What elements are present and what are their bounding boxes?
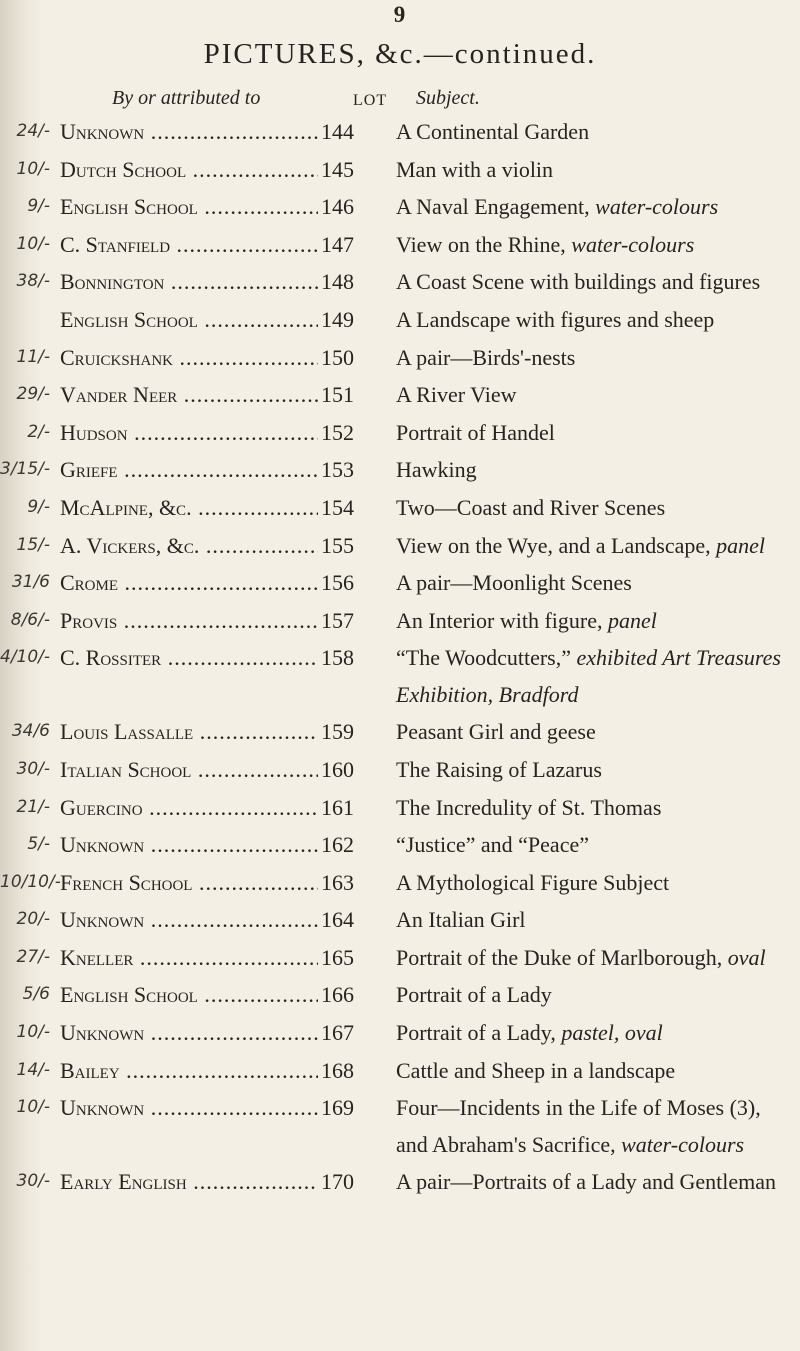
catalogue-row	[0, 151, 800, 189]
subject-title: Two—Coast and River Scenes	[396, 494, 666, 520]
artist-name: English School .....	[60, 188, 328, 225]
subject-title: “Justice” and “Peace”	[396, 832, 589, 858]
catalogue-row	[0, 901, 800, 939]
subject-text	[378, 976, 800, 1013]
lot-number: 155	[318, 527, 378, 564]
subject-text	[378, 864, 800, 901]
lot-column-header: LOT	[353, 92, 388, 109]
subject-text	[378, 451, 800, 488]
subject-medium: panel	[716, 532, 765, 558]
handwritten-price: 38/-	[16, 271, 50, 292]
catalogue-row	[0, 113, 800, 151]
catalogue-row	[0, 1163, 800, 1201]
catalogue-row	[0, 1052, 800, 1090]
subject-medium: pastel, oval	[561, 1020, 663, 1046]
artist-name: A. Vickers, &c. .....	[60, 527, 328, 564]
lot-number: 156	[318, 564, 378, 601]
lot-number: 160	[318, 751, 378, 788]
page-number: 9	[393, 2, 407, 27]
lot-number: 168	[318, 1052, 378, 1089]
handwritten-price: 3/15/-	[0, 459, 51, 480]
artist-name: C. Rossiter .....	[60, 639, 328, 676]
artist-name: Unknown .....	[60, 113, 328, 150]
lot-number: 150	[318, 339, 378, 376]
lot-number: 153	[318, 451, 378, 488]
subject-title: A Mythological Figure Subject	[396, 869, 670, 895]
subject-text	[378, 414, 800, 451]
catalogue-row	[0, 713, 800, 751]
lot-number: 162	[318, 826, 378, 863]
artist-name: Unknown .....	[60, 1089, 328, 1126]
subject-text	[378, 226, 800, 263]
lot-number: 151	[318, 376, 378, 413]
subject-title: An Italian Girl	[396, 907, 526, 933]
subject-text	[378, 639, 800, 713]
handwritten-price: 5/-	[27, 834, 50, 855]
handwritten-price: 10/-	[16, 158, 50, 179]
subject-text	[378, 339, 800, 376]
subject-text	[378, 789, 800, 826]
subject-title: A pair—Portraits of a Lady and Gentleman	[396, 1169, 777, 1195]
artist-name: McAlpine, &c. .....	[60, 489, 328, 526]
lot-number: 159	[318, 713, 378, 750]
subject-title: View on the Rhine,	[396, 231, 566, 257]
lot-number: 169	[318, 1089, 378, 1126]
catalogue-row	[0, 263, 800, 301]
lot-number: 164	[318, 901, 378, 938]
subject-title: Portrait of the Duke of Marlborough,	[396, 944, 723, 970]
subject-title: A Naval Engagement,	[396, 194, 590, 220]
artist-name: French School .....	[60, 864, 328, 901]
catalogue-row	[0, 864, 800, 902]
catalogue-row	[0, 339, 800, 377]
lot-number: 152	[318, 414, 378, 451]
handwritten-price: 30/-	[16, 1171, 50, 1192]
catalogue-row	[0, 527, 800, 565]
subject-text	[378, 901, 800, 938]
subject-text	[378, 602, 800, 639]
artist-name: Crome .....	[60, 564, 328, 601]
catalogue-row	[0, 301, 800, 339]
catalogue-row	[0, 789, 800, 827]
artist-name: Unknown .....	[60, 1014, 328, 1051]
subject-title: View on the Wye, and a Landscape,	[396, 532, 711, 558]
lot-number: 170	[318, 1163, 378, 1200]
subject-text	[378, 1014, 800, 1051]
handwritten-price: 8/6/-	[10, 609, 50, 630]
handwritten-price: 27/-	[16, 946, 50, 967]
subject-title: A pair—Moonlight Scenes	[396, 570, 632, 596]
lot-number: 154	[318, 489, 378, 526]
handwritten-price: 10/-	[16, 233, 50, 254]
lot-number: 157	[318, 602, 378, 639]
artist-name: English School .....	[60, 301, 328, 338]
subject-title: The Incredulity of St. Thomas	[396, 794, 662, 820]
artist-name: Bailey .....	[60, 1052, 328, 1089]
catalogue-row	[0, 826, 800, 864]
subject-text	[378, 113, 800, 150]
artist-name: Vander Neer .....	[60, 376, 328, 413]
subject-text	[378, 527, 800, 564]
artist-name: Italian School .....	[60, 751, 328, 788]
subject-medium: exhibited Art Treasures Exhibition, Bradford	[396, 645, 781, 708]
catalogue-row	[0, 376, 800, 414]
handwritten-price: 10/-	[16, 1022, 50, 1043]
subject-title: Portrait of a Lady,	[396, 1020, 556, 1046]
catalogue-row	[0, 602, 800, 640]
subject-text	[378, 713, 800, 750]
handwritten-price: 30/-	[16, 758, 50, 779]
subject-title: Portrait of a Lady	[396, 982, 552, 1008]
artist-name: Hudson .....	[60, 414, 328, 451]
subject-title: A Landscape with figures and sheep	[396, 306, 715, 332]
subject-title: Cattle and Sheep in a landscape	[396, 1057, 676, 1083]
subject-text	[378, 939, 800, 976]
handwritten-price: 10/-	[16, 1097, 50, 1118]
subject-title: A River View	[396, 382, 517, 408]
catalogue-row	[0, 976, 800, 1014]
lot-number: 146	[318, 188, 378, 225]
artist-name: Unknown .....	[60, 826, 328, 863]
artist-name: Unknown .....	[60, 901, 328, 938]
catalogue-row	[0, 1014, 800, 1052]
lot-number: 158	[318, 639, 378, 676]
handwritten-price: 34/6	[11, 721, 50, 742]
catalogue-row	[0, 226, 800, 264]
handwritten-price: 9/-	[27, 196, 50, 217]
subject-title: Four—Incidents in the Life of Moses (3), and Abraham's Sacrifice,	[396, 1095, 761, 1158]
artist-name: C. Stanfield .....	[60, 226, 328, 263]
subject-title: “The Woodcutters,”	[396, 645, 571, 671]
subject-title: A Coast Scene with buildings and figures	[396, 269, 761, 295]
catalogue-row	[0, 451, 800, 489]
handwritten-price: 9/-	[27, 496, 50, 517]
subject-title: Man with a violin	[396, 156, 554, 182]
catalogue-row	[0, 489, 800, 527]
lot-number: 144	[318, 113, 378, 150]
page-heading: PICTURES, &c.—continued.	[203, 38, 597, 70]
handwritten-price: 29/-	[16, 384, 50, 405]
handwritten-price: 10/10/-	[0, 871, 61, 892]
catalogue-row	[0, 751, 800, 789]
artist-name: Louis Lassalle .....	[60, 713, 328, 750]
artist-name: English School .....	[60, 976, 328, 1013]
subject-text	[378, 151, 800, 188]
catalogue-row	[0, 564, 800, 602]
lot-number: 147	[318, 226, 378, 263]
lot-number: 148	[318, 263, 378, 300]
subject-medium: water-colours	[621, 1132, 745, 1158]
subject-text	[378, 263, 800, 300]
lot-number: 161	[318, 789, 378, 826]
handwritten-price: 21/-	[16, 796, 50, 817]
handwritten-price: 31/6	[11, 572, 50, 593]
artist-name: Early English .....	[60, 1163, 328, 1200]
artist-name: Bonnington .....	[60, 263, 328, 300]
catalogue-row	[0, 1089, 800, 1163]
subject-medium: panel	[608, 607, 657, 633]
subject-title: Hawking	[396, 457, 477, 483]
lot-number: 167	[318, 1014, 378, 1051]
artist-column-header: By or attributed to	[112, 87, 261, 109]
subject-text	[378, 489, 800, 526]
lot-number: 149	[318, 301, 378, 338]
catalogue-row	[0, 414, 800, 452]
subject-text	[378, 1089, 800, 1163]
subject-text	[378, 1052, 800, 1089]
artist-name: Cruickshank .....	[60, 339, 328, 376]
catalogue-row	[0, 639, 800, 713]
subject-text	[378, 751, 800, 788]
lot-number: 145	[318, 151, 378, 188]
subject-text	[378, 301, 800, 338]
handwritten-price: 14/-	[16, 1059, 50, 1080]
artist-name: Provis .....	[60, 602, 328, 639]
handwritten-price: 4/10/-	[0, 647, 51, 668]
subject-medium: water-colours	[571, 231, 695, 257]
handwritten-price: 2/-	[27, 421, 50, 442]
subject-title: Peasant Girl and geese	[396, 719, 596, 745]
subject-title: A pair—Birds'-nests	[396, 344, 576, 370]
catalogue-row	[0, 939, 800, 977]
handwritten-price: 15/-	[16, 534, 50, 555]
handwritten-price: 11/-	[16, 346, 50, 367]
artist-name: Guercino .....	[60, 789, 328, 826]
subject-title: An Interior with figure,	[396, 607, 603, 633]
lot-number: 163	[318, 864, 378, 901]
subject-medium: oval	[727, 944, 766, 970]
artist-name: Dutch School .....	[60, 151, 328, 188]
handwritten-price: 24/-	[16, 121, 50, 141]
artist-name: Griefe .....	[60, 451, 328, 488]
handwritten-price: 5/6	[22, 984, 50, 1005]
subject-text	[378, 376, 800, 413]
subject-title: Portrait of Handel	[396, 419, 555, 445]
lot-number: 165	[318, 939, 378, 976]
catalogue-list	[0, 113, 800, 1201]
subject-title: The Raising of Lazarus	[396, 756, 602, 782]
subject-title: A Continental Garden	[396, 119, 590, 144]
lot-number: 166	[318, 976, 378, 1013]
subject-text	[378, 826, 800, 863]
handwritten-price: 20/-	[16, 909, 50, 930]
subject-medium: water-colours	[595, 194, 719, 220]
artist-name: Kneller .....	[60, 939, 328, 976]
subject-text	[378, 188, 800, 225]
subject-column-header: Subject.	[416, 87, 480, 109]
subject-text	[378, 564, 800, 601]
subject-text	[378, 1163, 800, 1200]
catalogue-row	[0, 188, 800, 226]
